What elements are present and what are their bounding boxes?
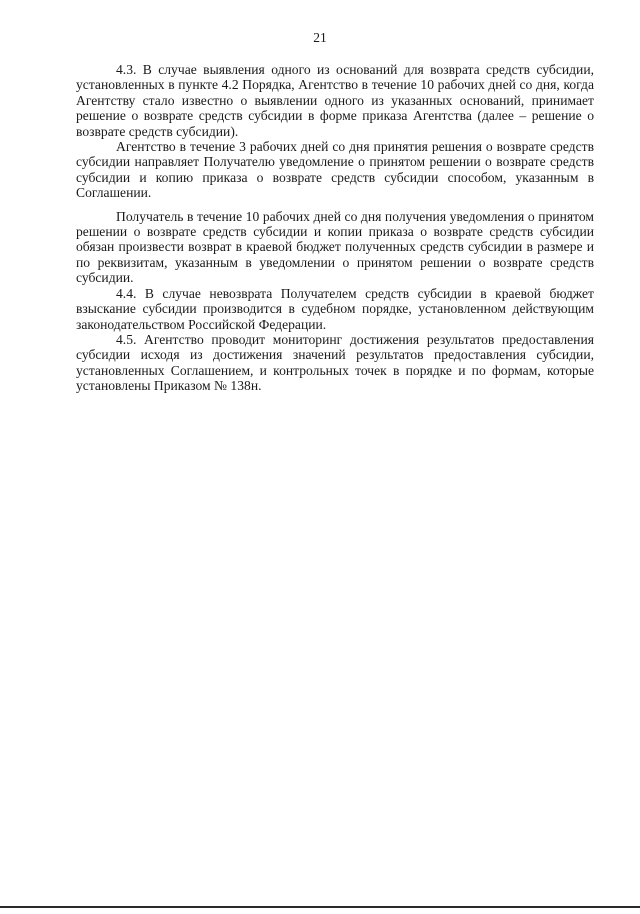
page-number: 21 xyxy=(313,30,327,45)
paragraph-4-4: 4.4. В случае невозврата Получателем средств субсидии в краевой бюджет взыскание субсидии производится в судебном порядке, установленном действующим законодательством Российской Федерации. xyxy=(76,285,594,332)
paragraph-4-3: 4.3. В случае выявления одного из оснований для возврата средств субсидии, установленных в пункте 4.2 Порядка, Агентство в течение 10 рабочих дней со дня, когда Агентству стало известно о выявлении одного из указанных оснований, принимает решение о возврате средств субсидии в форме приказа Агентства (далее – решение о возврате средств субсидии). xyxy=(76,62,594,139)
document-body xyxy=(76,62,594,394)
bottom-divider xyxy=(0,906,640,908)
paragraph-4-5: 4.5. Агентство проводит мониторинг достижения результатов предоставления субсидии исходя из достижения значений результатов предоставления субсидии, установленных Соглашением, и контрольных точек в порядке и по формам, которые установлены Приказом № 138н. xyxy=(76,331,594,394)
paragraph-recipient-return: Получатель в течение 10 рабочих дней со дня получения уведомления о принятом решении о возврате средств субсидии и копии приказа о возврате средств субсидии обязан произвести возврат в краевой бюджет полученных средств субсидии в размере и по реквизитам, указанным в уведомлении о принятом решении о возврате средств субсидии. xyxy=(76,208,594,286)
paragraph-notification: Агентство в течение 3 рабочих дней со дня принятия решения о возврате средств субсидии направляет Получателю уведомление о принятом решении о возврате средств субсидии и копию приказа о возврате средств субсидии способом, указанным в Соглашении. xyxy=(76,139,594,201)
